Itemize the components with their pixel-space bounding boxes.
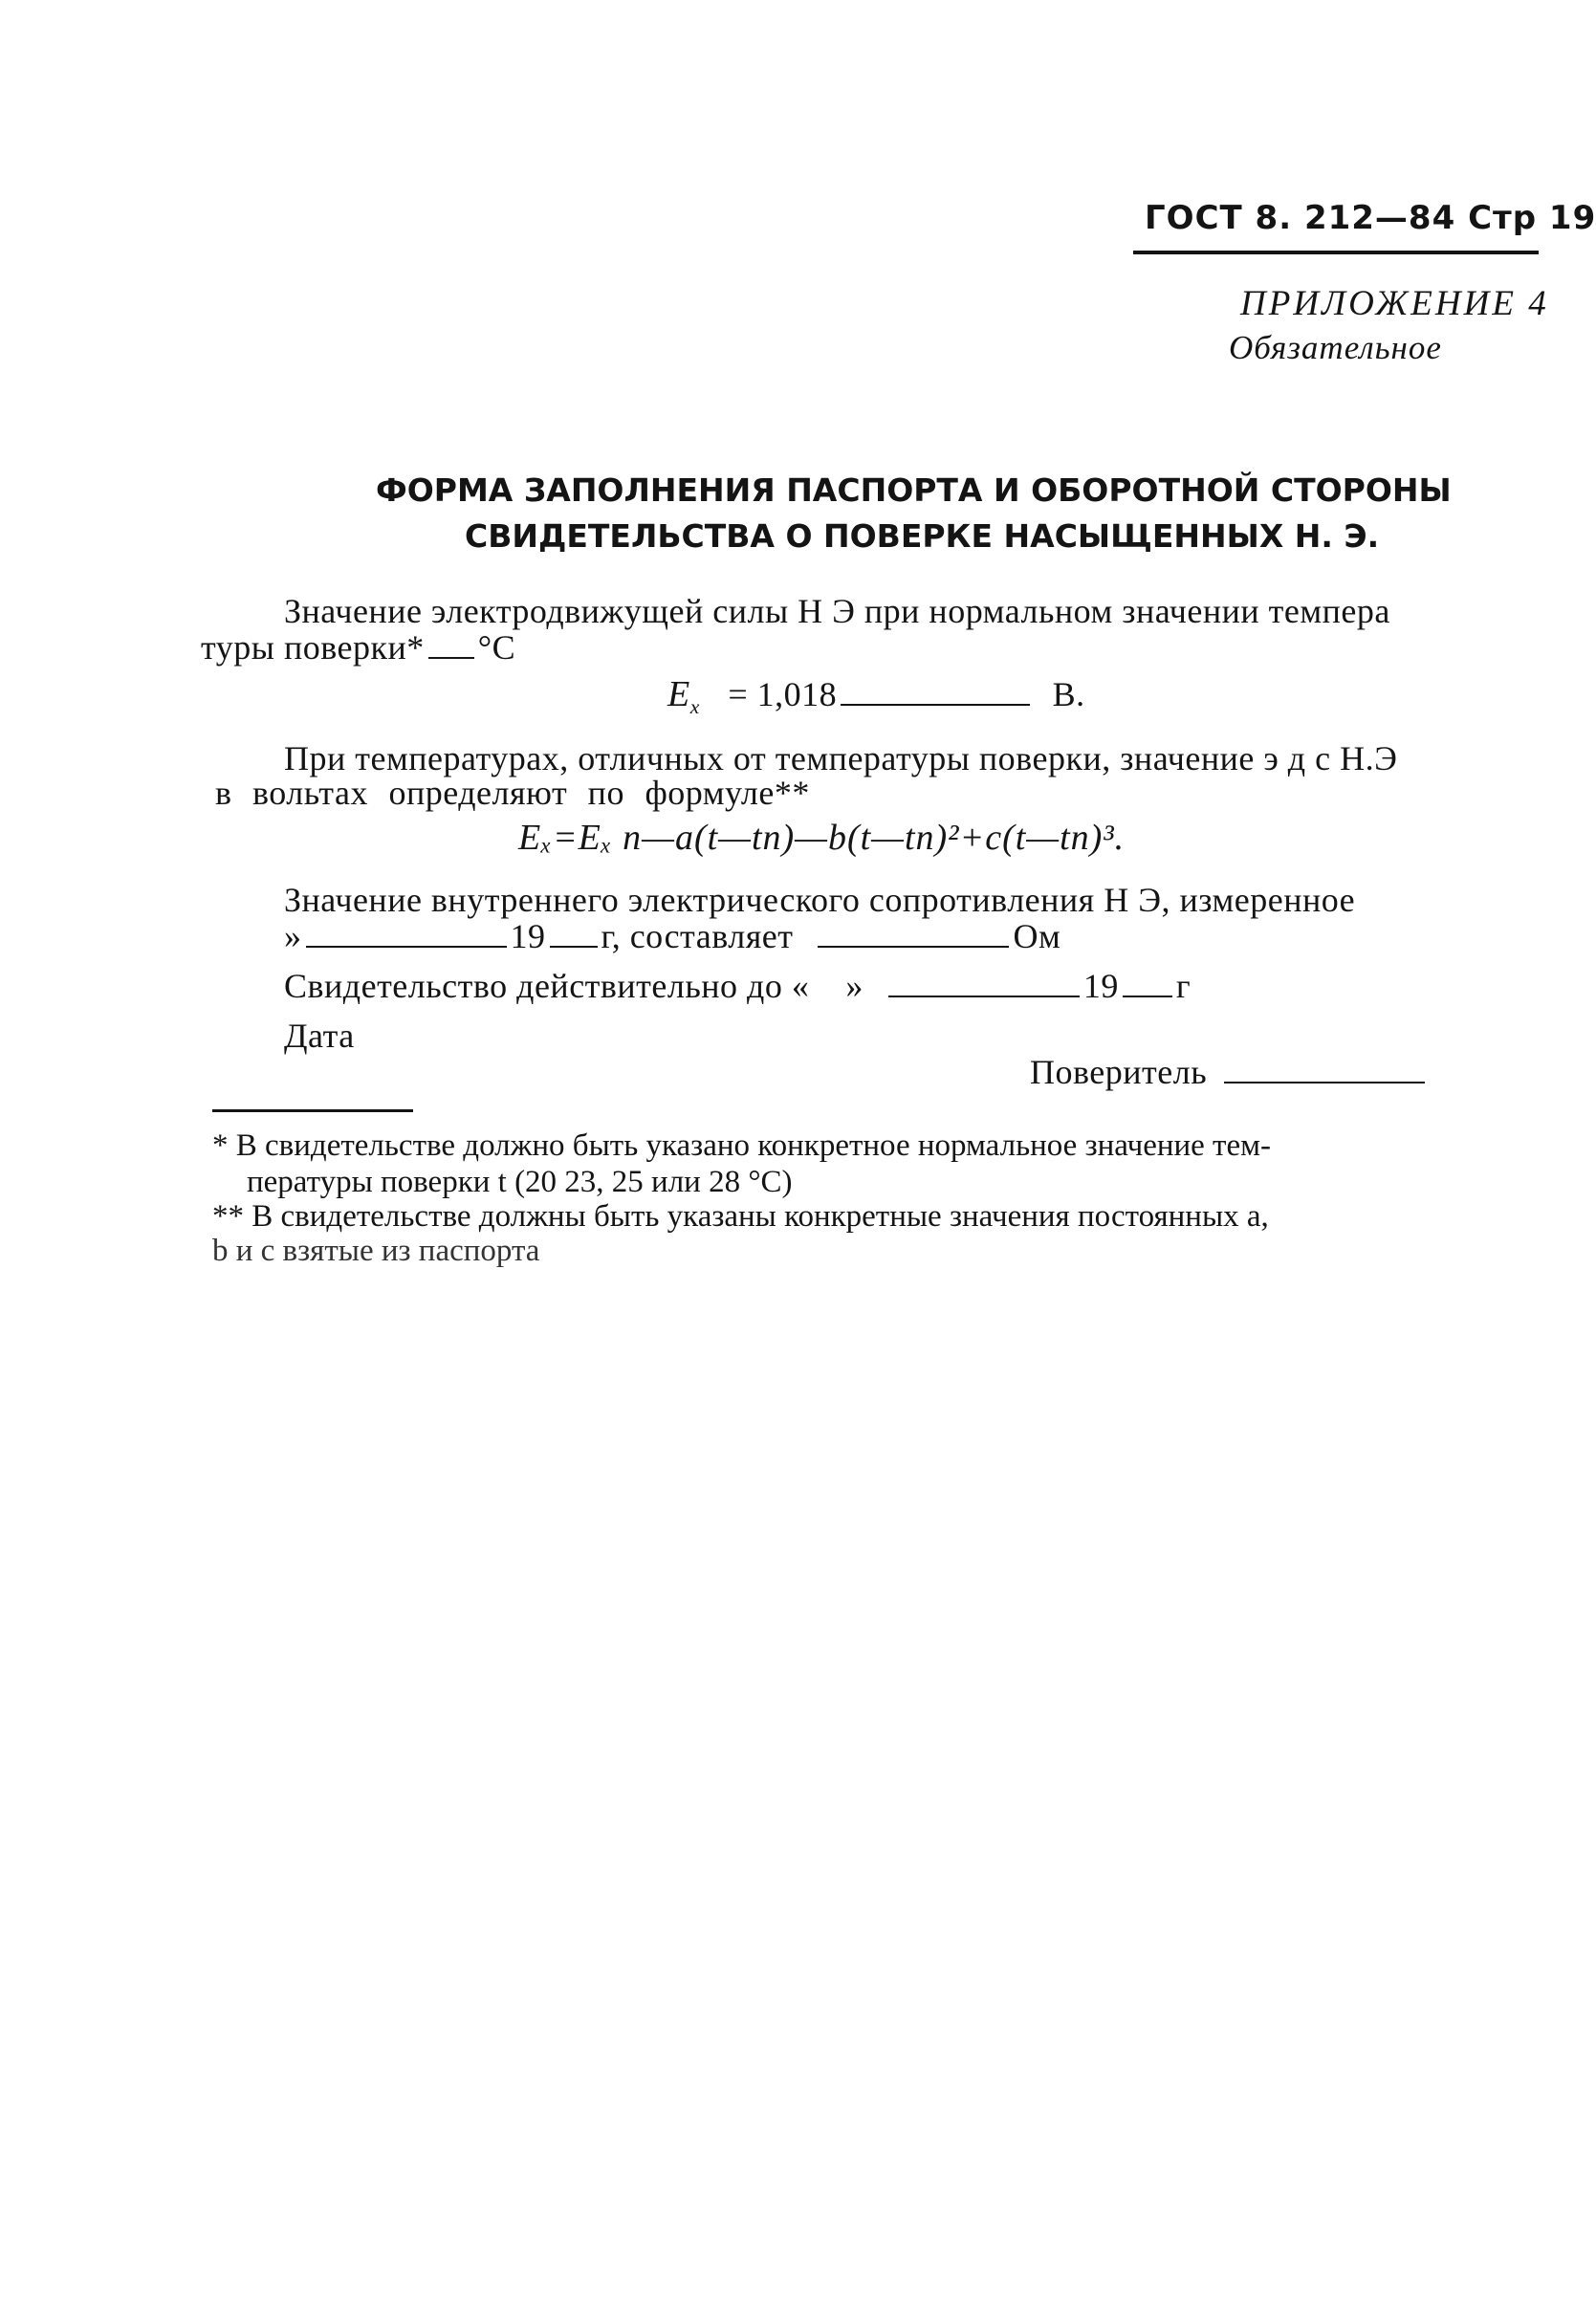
measurement-date-blank — [306, 946, 507, 948]
footnote-1-line1: * В свидетельстве должно быть указано конкретное нормальное значение тем- — [212, 1128, 1271, 1163]
quote-close: » — [845, 967, 864, 1005]
temperature-blank — [428, 657, 474, 659]
certificate-validity-line — [284, 966, 1191, 1006]
validity-year-blank — [1123, 996, 1172, 997]
paragraph-resistance-line2 — [284, 916, 1060, 956]
footnote-separator — [212, 1109, 413, 1112]
footnote-2-line1: ** В свидетельстве должны быть указаны конкретные значения постоянных a, — [212, 1199, 1269, 1234]
appendix-label: ПРИЛОЖЕНИЕ 4 — [1240, 284, 1549, 323]
footnote-1-line2: пературы поверки t (20 23, 25 или 28 °С) — [247, 1165, 793, 1199]
paragraph-temperature-line2: в вольтах определяют по формуле** — [215, 774, 810, 812]
resistance-text: г, составляет — [601, 917, 794, 955]
validity-text: Свидетельство действительно до « — [284, 967, 810, 1005]
formula-temperature-correction: Eₓ=Eₓ п—a(t—tп)—b(t—tп)²+c(t—tп)³. — [518, 818, 1126, 858]
verifier-line — [1030, 1052, 1429, 1092]
paragraph-emf-text: туры поверки* — [201, 628, 425, 667]
volt-unit: В. — [1052, 675, 1085, 713]
formula-symbol: E — [667, 674, 690, 714]
year-blank — [550, 946, 598, 948]
header-rule — [1133, 251, 1539, 254]
date-label: Дата — [284, 1017, 355, 1055]
emf-value-blank — [841, 704, 1030, 706]
formula-subscript: x — [689, 695, 700, 719]
footnote-2-line2: b и c взятые из паспорта — [212, 1234, 540, 1268]
quote-mark: » — [284, 917, 302, 955]
paragraph-resistance-line1: Значение внутреннего электрического сопротивления Н Э, измеренное — [284, 881, 1356, 919]
validity-year-prefix: 19 — [1082, 967, 1119, 1005]
formula-nominal-emf — [667, 673, 1085, 719]
appendix-status: Обязательное — [1229, 329, 1442, 366]
celsius-unit: °С — [477, 628, 516, 667]
paragraph-emf-line1: Значение электродвижущей силы Н Э при нормальном значении темпера — [284, 592, 1390, 630]
paragraph-emf-line2 — [201, 627, 515, 668]
paragraph-temperature-line1: При температурах, отличных от температуры поверки, значение э д с Н.Э — [284, 739, 1398, 777]
verifier-signature-blank — [1224, 1082, 1425, 1083]
resistance-value-blank — [818, 946, 1009, 948]
formula-value: = 1,018 — [728, 675, 838, 713]
year-prefix: 19 — [510, 917, 546, 955]
document-title-line1: ФОРМА ЗАПОЛНЕНИЯ ПАСПОРТА И ОБОРОТНОЙ СТОРОНЫ — [376, 471, 1452, 509]
validity-month-blank — [888, 996, 1080, 997]
year-suffix: г — [1175, 967, 1192, 1005]
doc-reference: ГОСТ 8. 212—84 Стр 19 — [1145, 199, 1596, 237]
ohm-unit: Ом — [1013, 917, 1061, 955]
document-title-line2: СВИДЕТЕЛЬСТВА О ПОВЕРКЕ НАСЫЩЕННЫХ Н. Э. — [465, 517, 1380, 555]
verifier-label: Поверитель — [1030, 1053, 1208, 1091]
